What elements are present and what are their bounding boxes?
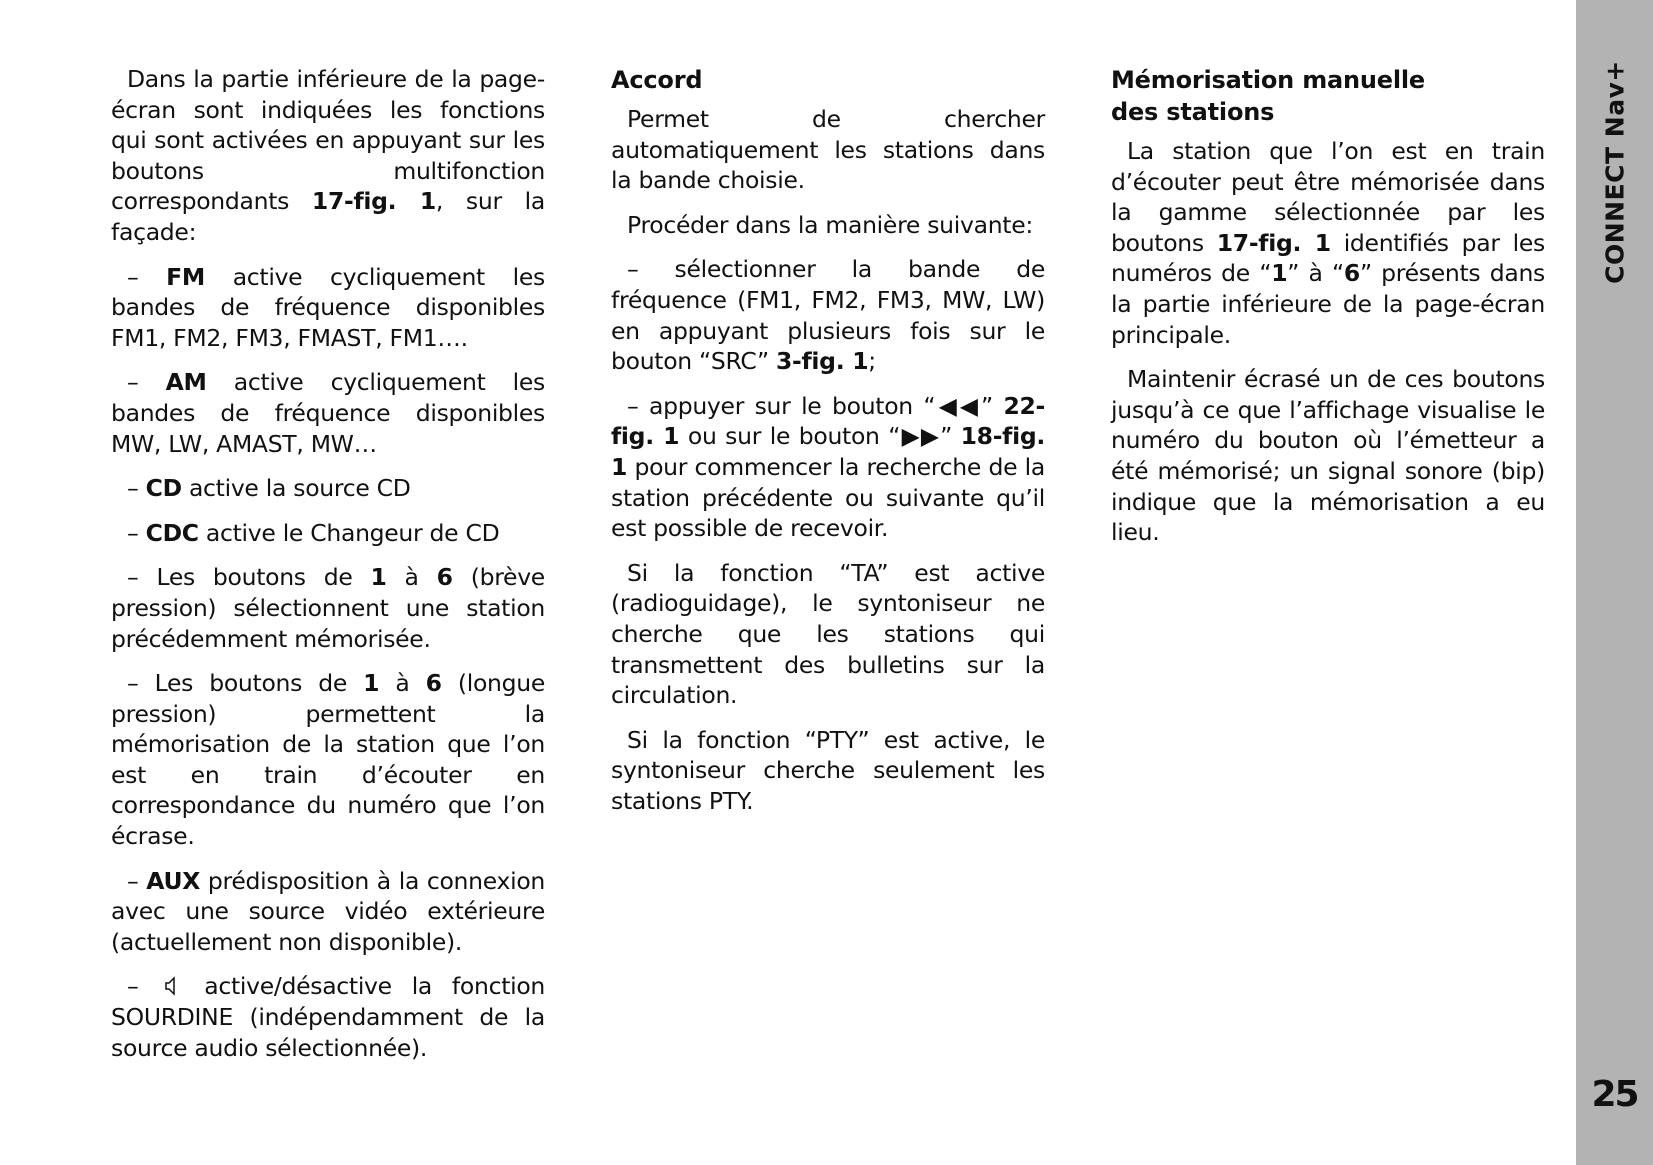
- aux-item: – AUX prédisposition à la connexion avec une source vidéo extérieure (actuellement non disponible).: [111, 866, 546, 956]
- ta-paragraph: Si la fonction “TA” est active (radioguidage), le syntoniseur ne cherche que les stations qui transmettent des bulletins sur la circulation.: [611, 558, 1045, 710]
- cd-key: CD: [145, 474, 182, 503]
- chapter-sidebar: [1576, 0, 1653, 1165]
- section-heading-memorisation: Mémorisation manuelle des stations: [1111, 66, 1426, 126]
- middle-column: [611, 64, 1045, 830]
- memorisation-paragraph-1: La station que l’on est en train d’écouter peut être mémorisée dans la gamme sélectionnée par les boutons 17-fig. 1 identifiés par les numéros de “1” à “6” présents dans la partie inférieure de la page-écran principale.: [1111, 137, 1545, 349]
- intro-paragraph: Dans la partie inférieure de la page-écran sont indiquées les fonctions qui sont activées en appuyant sur les boutons multifonction correspondants 17-fig. 1, sur la façade:: [111, 65, 545, 246]
- cdc-key: CDC: [145, 518, 199, 547]
- speaker-mute-icon: [164, 976, 178, 996]
- figure-reference: 17-fig. 1: [311, 187, 436, 216]
- accord-intro: Permet de chercher automatiquement les stations dans la bande choisie.: [611, 105, 1045, 195]
- pty-paragraph: Si la fonction “PTY” est active, le syntoniseur cherche seulement les stations PTY.: [611, 725, 1045, 815]
- cdc-item: – CDC active le Changeur de CD: [127, 518, 500, 547]
- step-select-band: – sélectionner la bande de fréquence (FM1, FM2, FM3, MW, LW) en appuyant plusieurs fois sur le bouton “SRC” 3-fig. 1;: [611, 255, 1045, 376]
- long-press-item: – Les boutons de 1 à 6 (longue pression) permettent la mémorisation de la station que l’on est en train d’écouter en correspondance du numéro que l’on écrase.: [111, 669, 545, 851]
- section-heading-accord: Accord: [611, 66, 703, 94]
- fm-key: FM: [166, 262, 205, 291]
- aux-key: AUX: [146, 866, 201, 895]
- chapter-title: CONNECT Nav+: [1600, 60, 1629, 284]
- am-item: – AM active cycliquement les bandes de fréquence disponibles MW, LW, AMAST, MW…: [111, 368, 546, 458]
- mute-item: – active/désactive la fonction SOURDINE (indépendamment de la source audio sélectionnée).: [111, 972, 546, 1062]
- step-seek: – appuyer sur le bouton “◀◀” 22-fig. 1 ou sur le bouton “▶▶” 18-fig. 1 pour commencer la recherche de la station précédente ou suivante qu’il est possible de recevoir.: [611, 391, 1045, 543]
- left-column: [111, 64, 545, 1077]
- short-press-item: – Les boutons de 1 à 6 (brève pression) sélectionnent une station précédemment mémorisée.: [111, 563, 545, 653]
- page-number: 25: [1591, 1074, 1638, 1115]
- right-column: [1111, 64, 1545, 562]
- cd-item: – CD active la source CD: [127, 474, 411, 503]
- memorisation-paragraph-2: Maintenir écrasé un de ces boutons jusqu’à ce que l’affichage visualise le numéro du bouton où l’émetteur a été mémorisé; un signal sonore (bip) indique que la mémorisation a eu lieu.: [1111, 365, 1545, 547]
- fm-item: – FM active cycliquement les bandes de fréquence disponibles FM1, FM2, FM3, FMAST, FM1….: [111, 262, 545, 352]
- procedure-intro: Procéder dans la manière suivante:: [627, 210, 1033, 239]
- am-key: AM: [165, 368, 207, 397]
